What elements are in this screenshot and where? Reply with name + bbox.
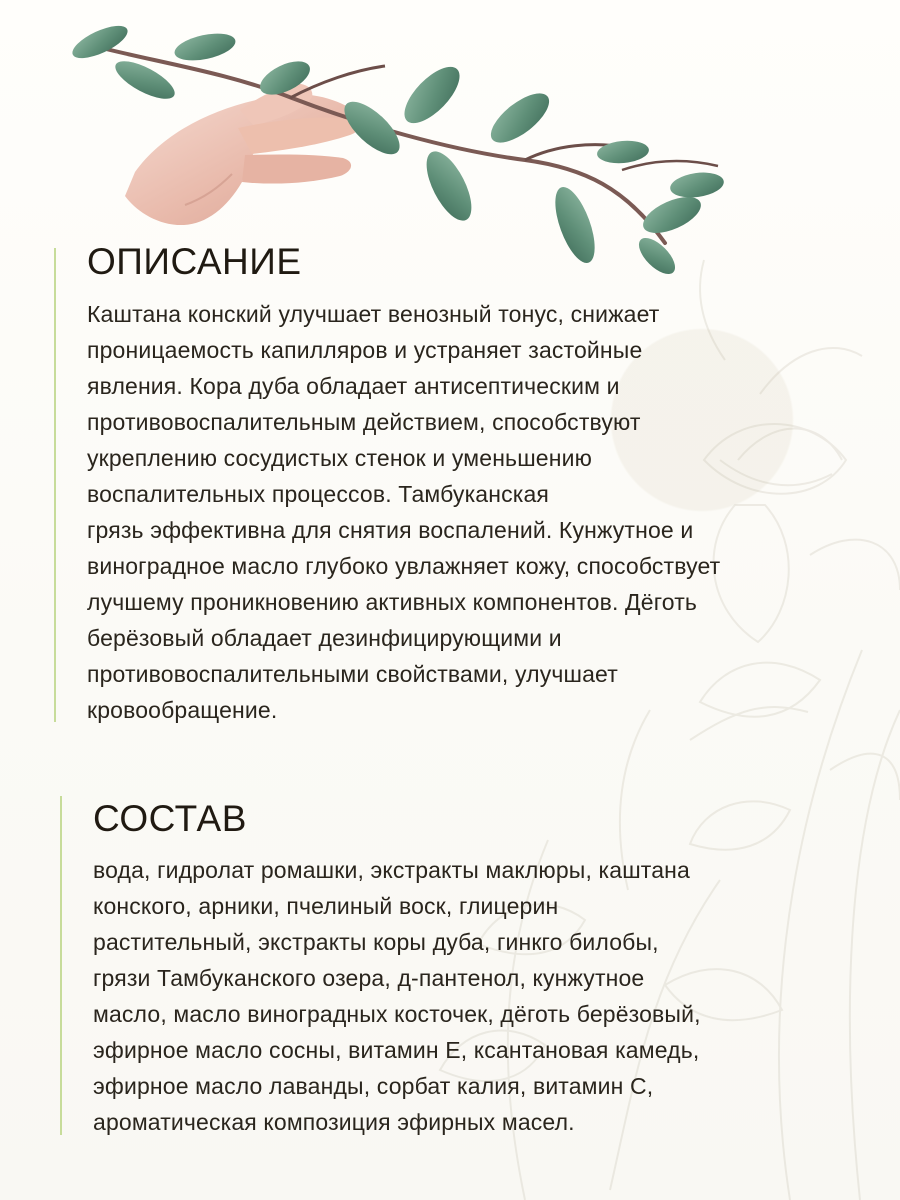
leaf-1-icon <box>68 19 132 64</box>
composition-line: ароматическая композиция эфирных масел. <box>93 1109 575 1135</box>
leaf-13-icon <box>633 232 681 280</box>
description-line: берёзовый обладает дезинфицирующими и <box>87 625 562 651</box>
composition-line: вода, гидролат ромашки, экстракты маклюры, каштана <box>93 857 690 883</box>
composition-line: конского, арники, пчелиный воск, глицерин <box>93 893 559 919</box>
leaf-3-icon <box>172 29 238 65</box>
leaf-12-icon <box>669 169 726 200</box>
composition-line: масло, масло виноградных косточек, дёготь берёзовый, <box>93 1001 701 1027</box>
composition-line: эфирное масло лаванды, сорбат калия, витамин С, <box>93 1073 654 1099</box>
description-line: кровообращение. <box>87 697 278 723</box>
description-line: противовоспалительными свойствами, улучшает <box>87 661 618 687</box>
composition-line: грязи Тамбуканского озера, д-пантенол, кунжутное <box>93 965 645 991</box>
description-line: лучшему проникновению активных компонентов. Дёготь <box>87 589 698 615</box>
leaf-10-icon <box>596 139 650 165</box>
description-paragraph <box>87 296 867 728</box>
leaf-7-icon <box>417 145 480 227</box>
description-line: укреплению сосудистых стенок и уменьшению <box>87 445 592 471</box>
composition-title: СОСТАВ <box>93 798 247 839</box>
composition-line: растительный, экстракты коры дуба, гинкго билобы, <box>93 929 659 955</box>
composition-paragraph <box>93 852 853 1140</box>
description-line: Каштана конский улучшает венозный тонус, снижает <box>87 301 660 327</box>
description-title: ОПИСАНИЕ <box>87 241 302 282</box>
leaf-6-icon <box>395 58 468 132</box>
description-accent-line <box>54 248 56 722</box>
description-line: проницаемость капилляров и устраняет застойные <box>87 337 643 363</box>
composition-accent-line <box>60 796 62 1135</box>
leaf-9-icon <box>547 182 603 267</box>
description-line: явления. Кора дуба обладает антисептическим и <box>87 373 620 399</box>
leaf-11-icon <box>638 190 706 241</box>
description-line: противовоспалительным действием, способствуют <box>87 409 641 435</box>
description-line: воспалительных процессов. Тамбуканская <box>87 481 549 507</box>
description-line: грязь эффективна для снятия воспалений. Кунжутное и <box>87 517 694 543</box>
description-line: виноградное масло глубоко увлажняет кожу, способствует <box>87 553 721 579</box>
leaf-8-icon <box>483 85 557 152</box>
composition-line: эфирное масло сосны, витамин Е, ксантановая камедь, <box>93 1037 700 1063</box>
